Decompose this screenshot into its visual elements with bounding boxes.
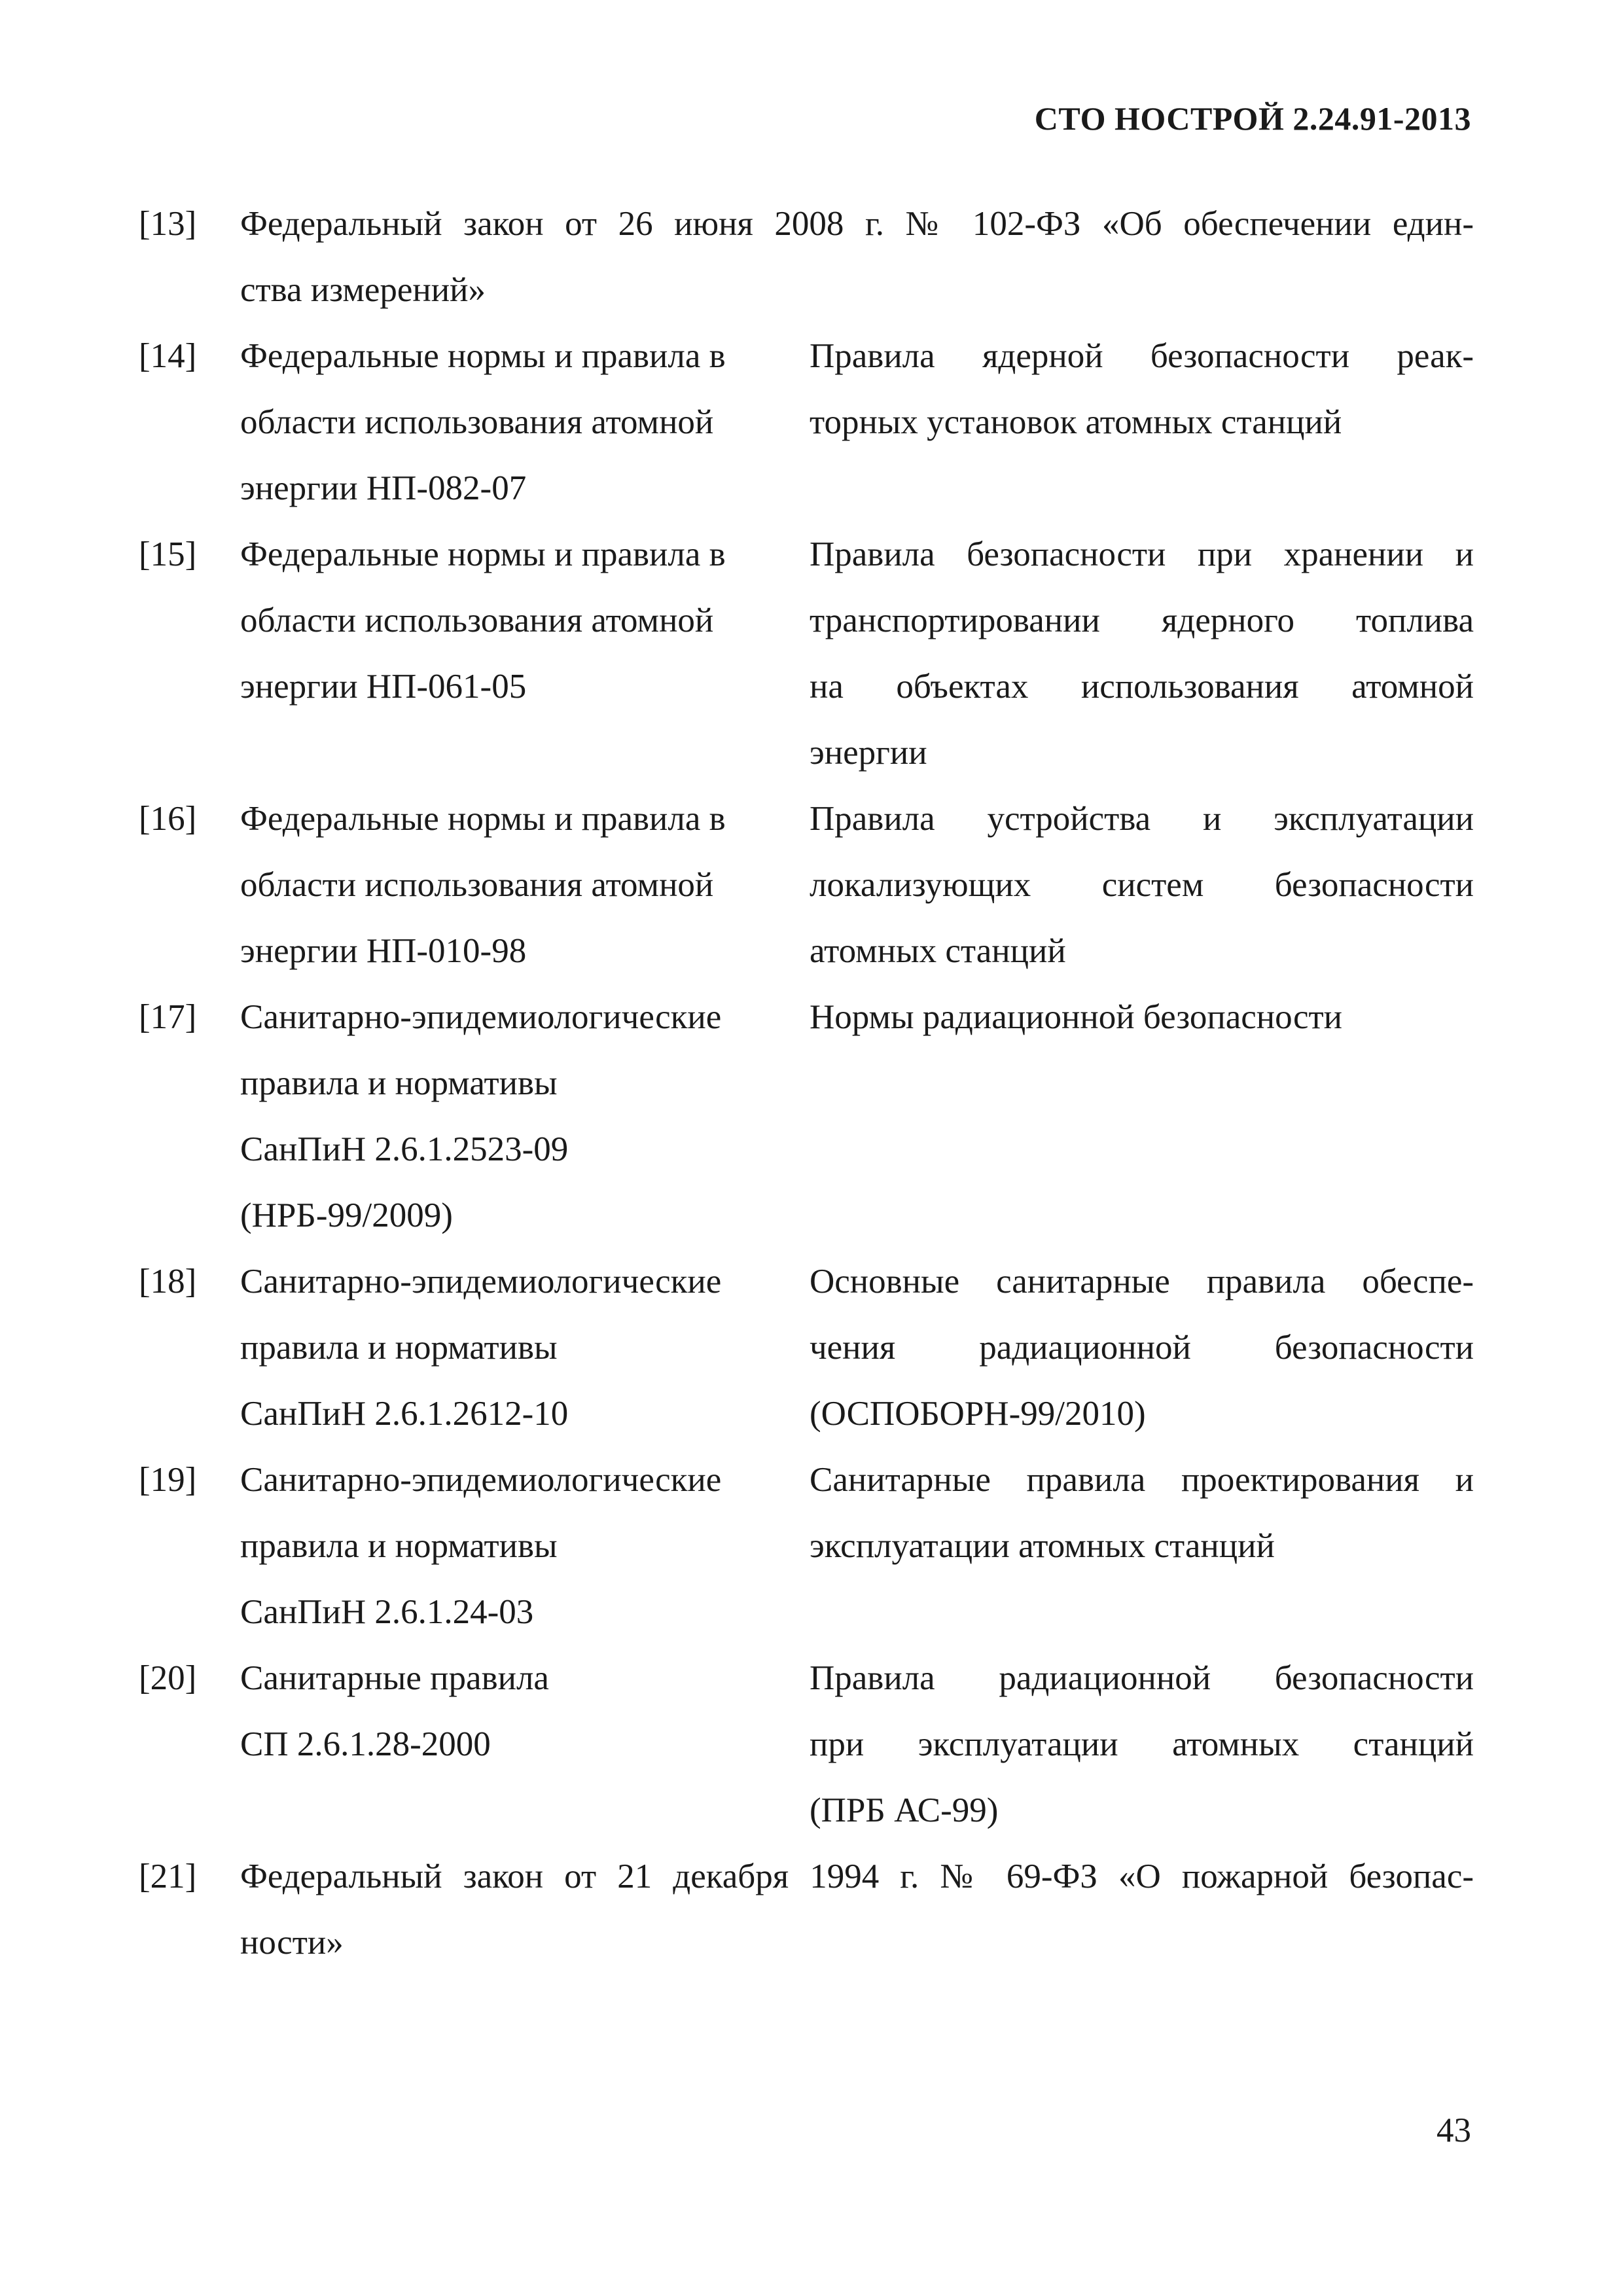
text-line: области использования атомной bbox=[240, 403, 714, 441]
text-line: СанПиН 2.6.1.2523-09 bbox=[240, 1130, 569, 1168]
text-line: правила и нормативы bbox=[240, 1329, 558, 1367]
text-line: энергии НП-010-98 bbox=[240, 932, 527, 970]
reference-number: [16] bbox=[139, 800, 197, 838]
text-line: области использования атомной bbox=[240, 866, 714, 904]
reference-number: [20] bbox=[139, 1659, 197, 1697]
reference-item bbox=[139, 786, 1474, 984]
text-line: Правила ядерной безопасности реак- bbox=[810, 337, 1474, 375]
text-line: Санитарно-эпидемиологические bbox=[240, 998, 722, 1036]
text-line: области использования атомной bbox=[240, 601, 714, 639]
reference-text bbox=[240, 1844, 1474, 1976]
document-code-header: СТО НОСТРОЙ 2.24.91-2013 bbox=[1034, 100, 1471, 137]
text-line: при эксплуатации атомных станций bbox=[810, 1725, 1474, 1763]
references-list bbox=[139, 191, 1474, 1976]
reference-number: [15] bbox=[139, 535, 197, 573]
reference-item bbox=[139, 1447, 1474, 1645]
text-line: (ПРБ АС-99) bbox=[810, 1791, 999, 1829]
reference-number: [14] bbox=[139, 337, 197, 375]
text-line: атомных станций bbox=[810, 932, 1066, 970]
reference-item bbox=[139, 1645, 1474, 1844]
text-line: Правила радиационной безопасности bbox=[810, 1659, 1474, 1697]
reference-text bbox=[240, 191, 1474, 323]
reference-title bbox=[810, 522, 1474, 786]
reference-item bbox=[139, 984, 1474, 1249]
text-line: энергии НП-061-05 bbox=[240, 668, 527, 706]
reference-designation bbox=[240, 1645, 810, 1844]
text-line: транспортировании ядерного топлива bbox=[810, 601, 1474, 639]
reference-item bbox=[139, 323, 1474, 522]
text-line: правила и нормативы bbox=[240, 1064, 558, 1102]
text-line: Нормы радиационной безопасности bbox=[810, 998, 1343, 1036]
text-line: чения радиационной безопасности bbox=[810, 1329, 1474, 1367]
reference-designation bbox=[240, 323, 810, 522]
text-line: Санитарно-эпидемиологические bbox=[240, 1263, 722, 1300]
reference-designation bbox=[240, 522, 810, 786]
text-line: Федеральные нормы и правила в bbox=[240, 535, 726, 573]
text-line: Федеральные нормы и правила в bbox=[240, 800, 726, 838]
reference-number: [21] bbox=[139, 1857, 197, 1895]
text-line: торных установок атомных станций bbox=[810, 403, 1342, 441]
text-line: Федеральные нормы и правила в bbox=[240, 337, 726, 375]
text-line: правила и нормативы bbox=[240, 1527, 558, 1565]
reference-designation bbox=[240, 1249, 810, 1447]
text-line: Федеральный закон от 21 декабря 1994 г. № 69-ФЗ «О пожарной безопас- bbox=[240, 1857, 1474, 1895]
reference-item bbox=[139, 191, 1474, 323]
text-line: на объектах использования атомной bbox=[810, 668, 1474, 706]
reference-item bbox=[139, 1249, 1474, 1447]
reference-title bbox=[810, 1249, 1474, 1447]
text-line: (НРБ-99/2009) bbox=[240, 1196, 453, 1234]
text-line: локализующих систем безопасности bbox=[810, 866, 1474, 904]
reference-title bbox=[810, 323, 1474, 522]
reference-item bbox=[139, 1844, 1474, 1976]
reference-title bbox=[810, 1447, 1474, 1645]
text-line: ства измерений» bbox=[240, 271, 486, 309]
text-line: СП 2.6.1.28-2000 bbox=[240, 1725, 491, 1763]
page-number: 43 bbox=[1436, 2111, 1471, 2149]
reference-number: [13] bbox=[139, 205, 197, 243]
text-line: Санитарные правила проектирования и bbox=[810, 1461, 1474, 1499]
text-line: Правила устройства и эксплуатации bbox=[810, 800, 1474, 838]
reference-number: [17] bbox=[139, 998, 197, 1036]
text-line: Федеральный закон от 26 июня 2008 г. № 102-ФЗ «Об обеспечении един- bbox=[240, 205, 1474, 243]
reference-item bbox=[139, 522, 1474, 786]
reference-number: [18] bbox=[139, 1263, 197, 1300]
text-line: СанПиН 2.6.1.24-03 bbox=[240, 1593, 534, 1631]
text-line: Основные санитарные правила обеспе- bbox=[810, 1263, 1474, 1300]
text-line: Санитарные правила bbox=[240, 1659, 549, 1697]
reference-title bbox=[810, 984, 1474, 1249]
text-line: энергии НП-082-07 bbox=[240, 469, 527, 507]
reference-designation bbox=[240, 984, 810, 1249]
text-line: СанПиН 2.6.1.2612-10 bbox=[240, 1395, 569, 1433]
reference-title bbox=[810, 1645, 1474, 1844]
text-line: энергии bbox=[810, 734, 927, 772]
reference-number: [19] bbox=[139, 1461, 197, 1499]
reference-designation bbox=[240, 786, 810, 984]
reference-designation bbox=[240, 1447, 810, 1645]
text-line: (ОСПОБОРН-99/2010) bbox=[810, 1395, 1146, 1433]
text-line: ности» bbox=[240, 1924, 344, 1962]
text-line: Правила безопасности при хранении и bbox=[810, 535, 1474, 573]
text-line: Санитарно-эпидемиологические bbox=[240, 1461, 722, 1499]
reference-title bbox=[810, 786, 1474, 984]
text-line: эксплуатации атомных станций bbox=[810, 1527, 1275, 1565]
